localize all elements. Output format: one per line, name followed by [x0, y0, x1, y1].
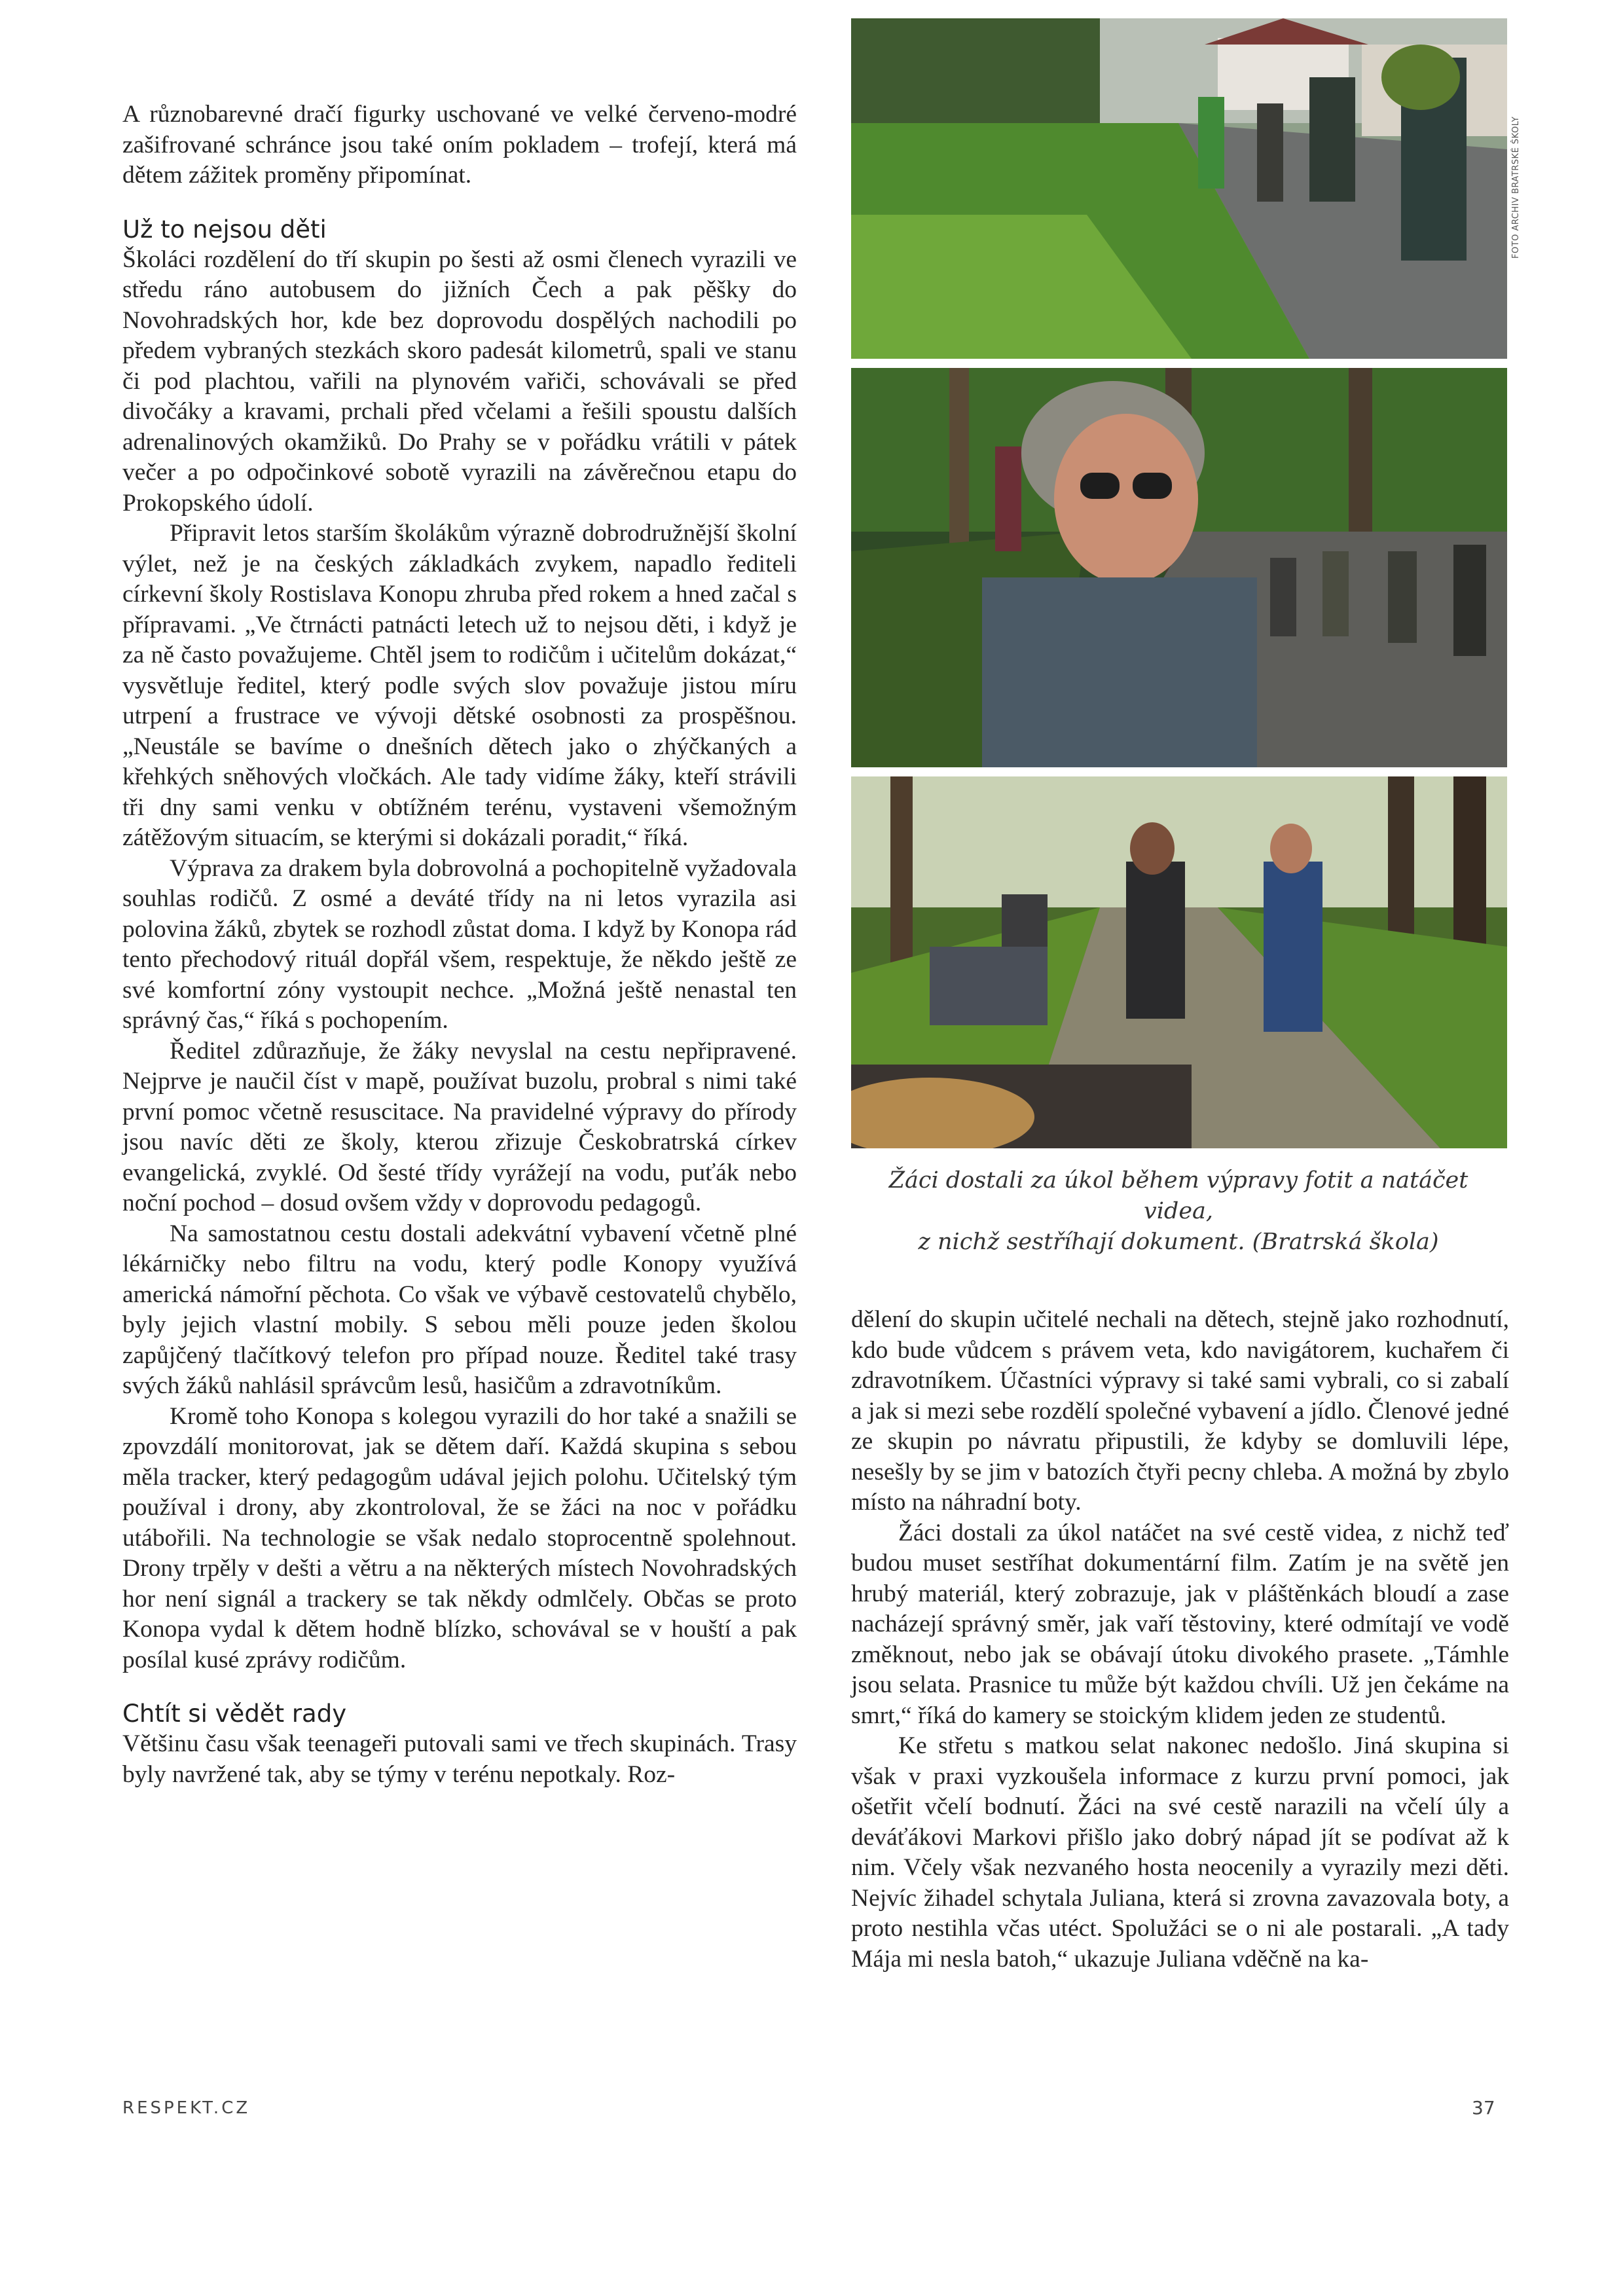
right-column — [851, 1305, 1509, 1975]
caption-line: Žáci dostali za úkol během výpravy fotit a natáčet videa, — [888, 1167, 1468, 1224]
photo-hikers-road — [851, 18, 1507, 359]
paragraph: Připravit letos starším školákům výrazně dobrodružnější školní výlet, než je na českých základkách zvykem, napadlo řediteli církevní školy Rostislava Konopu zhruba před rokem a hned začal s přípravami. „Ve čtrnácti patnácti letech už to nejsou děti, i když je za ně často považujeme. Chtěl jsem to rodičům i učitelům dokázat,“ vysvětluje ředitel, který podle svých slov považuje jistou míru utrpení a frustrace ve vývoji dětské osobnosti za prospěšnou. „Neustále se bavíme o dnešních dětech jako o zhýčkaných a křehkých sněhových vločkách. Ale tady vidíme žáky, kteří strávili tři dny sami venku v obtížném terénu, vystaveni všemožným zátěžovým situacím, se kterými si dokázali poradit,“ říká. — [122, 520, 797, 851]
paragraph: Na samostatnou cestu dostali adekvátní vybavení včetně plné lékárničky nebo filtru na vodu, který podle Konopy využívá americká námořní pěchota. Co však ve výbavě cestovatelů chybělo, byly jejich vlastní mobily. S sebou měli pouze jeden školou zapůjčený tlačítkový telefon pro případ nouze. Ředitel také trasy svých žáků nahlásil správcům lesů, hasičům a zdravotníkům. — [122, 1220, 797, 1399]
section-heading-2: Chtít si vědět rady — [122, 1700, 347, 1728]
paragraph: Ke střetu s matkou selat nakonec nedošlo. Jiná skupina si však v praxi vyzkoušela informace z kurzu první pomoci, jak ošetřit včelí bodnutí. Žáci na své cestě narazili na včelí úly a deváťákovi Markovi přišlo jako dobrý nápad jít se podívat až k nim. Včely však nezvaného hosta neocenily a vyrazily mezi děti. Nejvíc žihadel schytala Juliana, která si zrovna zavazovala boty, a proto nestihla včas utéct. Spolužáci se o ni ale postarali. „A tady Mája mi nesla batoh,“ ukazuje Juliana vděčně na ka- — [851, 1732, 1509, 1973]
photo-credit: FOTO ARCHIV BRATRSKÉ ŠKOLY — [1511, 116, 1521, 259]
photo-students-resting — [851, 776, 1507, 1148]
paragraph: Kromě toho Konopa s kolegou vyrazili do hor také a snažili se zpovzdálí monitorovat, jak se dětem daří. Každá skupina s sebou měla tracker, který pedagogům udával jejich polohu. Učitelský tým používal i drony, aby zkontroloval, že se žáci na noc v pořádku utábořili. Na technologie se však nedalo stoprocentně spolehnout. Drony trpěly v dešti a větru a na některých místech Novohradských hor není signál a trackery se tak někdy odmlčely. Občas se proto Konopa vydal k dětem hodně blízko, schovával se v houští a pak posílal kusé zprávy rodičům. — [122, 1402, 797, 1673]
paragraph: dělení do skupin učitelé nechali na dětech, stejně jako rozhodnutí, kdo bude vůdcem s právem veta, kdo navigátorem, kuchařem či zdravotníkem. Účastníci výpravy si také sami vybrali, co si zabalí a jak si mezi sebe rozdělí společné vybavení a jídlo. Členové jedné ze skupin po návratu připustili, že kdyby se domluvili lépe, nesešly by se jim v batozích čtyři pecny chleba. A možná by zbylo místo na náhradní boty. — [851, 1306, 1509, 1516]
page-number: 37 — [1472, 2097, 1495, 2119]
paragraph: Ředitel zdůrazňuje, že žáky nevyslal na cestu nepřipravené. Nejprve je naučil číst v mapě, používat buzolu, probral s nimi také první pomoc včetně resuscitace. Na pravidelné výpravy do přírody jsou navíc děti ze školy, kterou zřizuje Českobratrská církev evangelická, zvyklé. Od šesté třídy vyrážejí na vodu, puťák nebo noční pochod – dosud ovšem vždy v doprovodu pedagogů. — [122, 1037, 797, 1216]
paragraph: Žáci dostali za úkol natáčet na své cestě videa, z nichž teď budou muset sestříhat dokumentární film. Zatím je na světě jen hrubý materiál, který zobrazuje, jak v pláštěnkách bloudí a zase nacházejí správný směr, jak vaří těstoviny, které odmítají ve vodě změknout, nebo jak se obávají útoku divokého prasete. „Támhle jsou selata. Prasnice tu může být každou chvíli. Už jen čekáme na smrt,“ říká do kamery se stoickým klidem jeden ze studentů. — [851, 1519, 1509, 1729]
section-heading-1: Už to nejsou děti — [122, 215, 327, 244]
paragraph-intro: A různobarevné dračí figurky uschované ve velké červeno-modré zašifrované schránce jsou také oním pokladem – trofejí, která má dětem zážitek proměny připomínat. — [122, 101, 797, 189]
footer-site: RESPEKT.CZ — [122, 2098, 251, 2118]
photo-selfie-forest — [851, 368, 1507, 767]
left-column — [122, 100, 797, 1790]
paragraph: Školáci rozdělení do tří skupin po šesti až osmi členech vyrazili ve středu ráno autobusem do jižních Čech a pak pěšky do Novohradských hor, kde bez doprovodu dospělých nachodili po předem vybraných stezkách skoro padesát kilometrů, spali ve stanu či pod plachtou, vařili na plynovém vařiči, schovávali se před divočáky a kravami, prchali před včelami a řešili spoustu dalších adrenalinových okamžiků. Do Prahy se v pořádku vrátili v pátek večer a po odpočinkové sobotě vyrazili na závěrečnou etapu do Prokopského údolí. — [122, 246, 797, 517]
caption-line: z nichž sestříhají dokument. (Bratrská škola) — [918, 1229, 1439, 1255]
photo-caption — [851, 1165, 1506, 1258]
paragraph: Většinu času však teenageři putovali sami ve třech skupinách. Trasy byly navržené tak, aby se týmy v terénu nepotkaly. Roz- — [122, 1730, 797, 1788]
paragraph: Výprava za drakem byla dobrovolná a pochopitelně vyžadovala souhlas rodičů. Z osmé a deváté třídy na ni letos vyrazila asi polovina žáků, zbytek se rozhodl zůstat doma. I když by Konopa rád tento přechodový rituál dopřál všem, respektuje, že někdo ještě ze své komfortní zóny vystoupit nechce. „Možná ještě nenastal ten správný čas,“ říká s pochopením. — [122, 854, 797, 1034]
